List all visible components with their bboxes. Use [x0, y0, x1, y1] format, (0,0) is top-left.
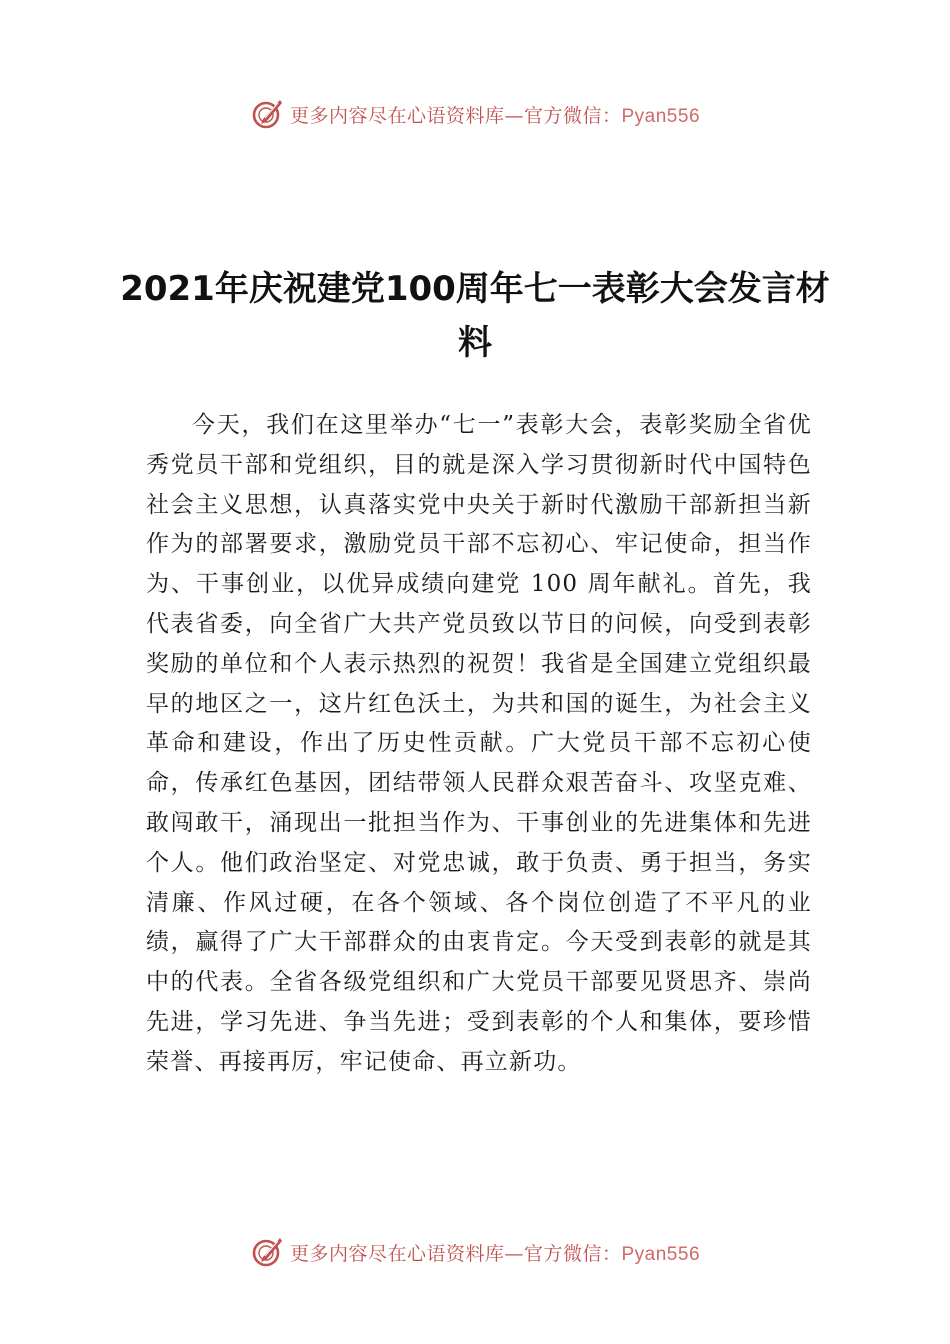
document-title: 2021年庆祝建党100周年七一表彰大会发言材料	[120, 269, 830, 363]
document-body	[146, 406, 812, 1083]
header-banner-text: 更多内容尽在心语资料库—官方微信：Pyan556	[289, 104, 701, 127]
body-paragraph: 今天，我们在这里举办“七一”表彰大会，表彰奖励全省优秀党员干部和党组织，目的就是深入学习贯彻新时代中国特色社会主义思想，认真落实党中央关于新时代激励干部新担当新作为的部署要求，激励党员干部不忘初心、牢记使命，担当作为、干事创业，以优异成绩向建党 100 周年献礼。首先，我代表省委，向全省广大共产党员致以节日的问候，向受到表彰奖励的单位和个人表示热烈的祝贺！我省是全国建立党组织最早的地区之一，这片红色沃土，为共和国的诞生，为社会主义革命和建设，作出了历史性贡献。广大党员干部不忘初心使命，传承红色基因，团结带领人民群众艰苦奋斗、攻坚克难、敢闯敢干，涌现出一批担当作为、干事创业的先进集体和先进个人。他们政治坚定、对党忠诚，敢于负责、勇于担当，务实清廉、作风过硬，在各个领域、各个岗位创造了不平凡的业绩，赢得了广大干部群众的由衷肯定。今天受到表彰的就是其中的代表。全省各级党组织和广大党员干部要见贤思齐、崇尚先进，学习先进、争当先进；受到表彰的个人和集体，要珍惜荣誉、再接再厉，牢记使命、再立新功。	[146, 412, 812, 1075]
footer-wechat-id: Pyan556	[621, 1243, 701, 1265]
footer-banner-text: 更多内容尽在心语资料库—官方微信：Pyan556	[289, 1242, 701, 1265]
header-banner	[0, 94, 950, 134]
footer-banner	[0, 1232, 950, 1272]
quill-pen-logo-icon	[250, 1235, 284, 1269]
header-wechat-id: Pyan556	[621, 105, 701, 127]
quill-pen-logo-icon	[250, 97, 284, 131]
